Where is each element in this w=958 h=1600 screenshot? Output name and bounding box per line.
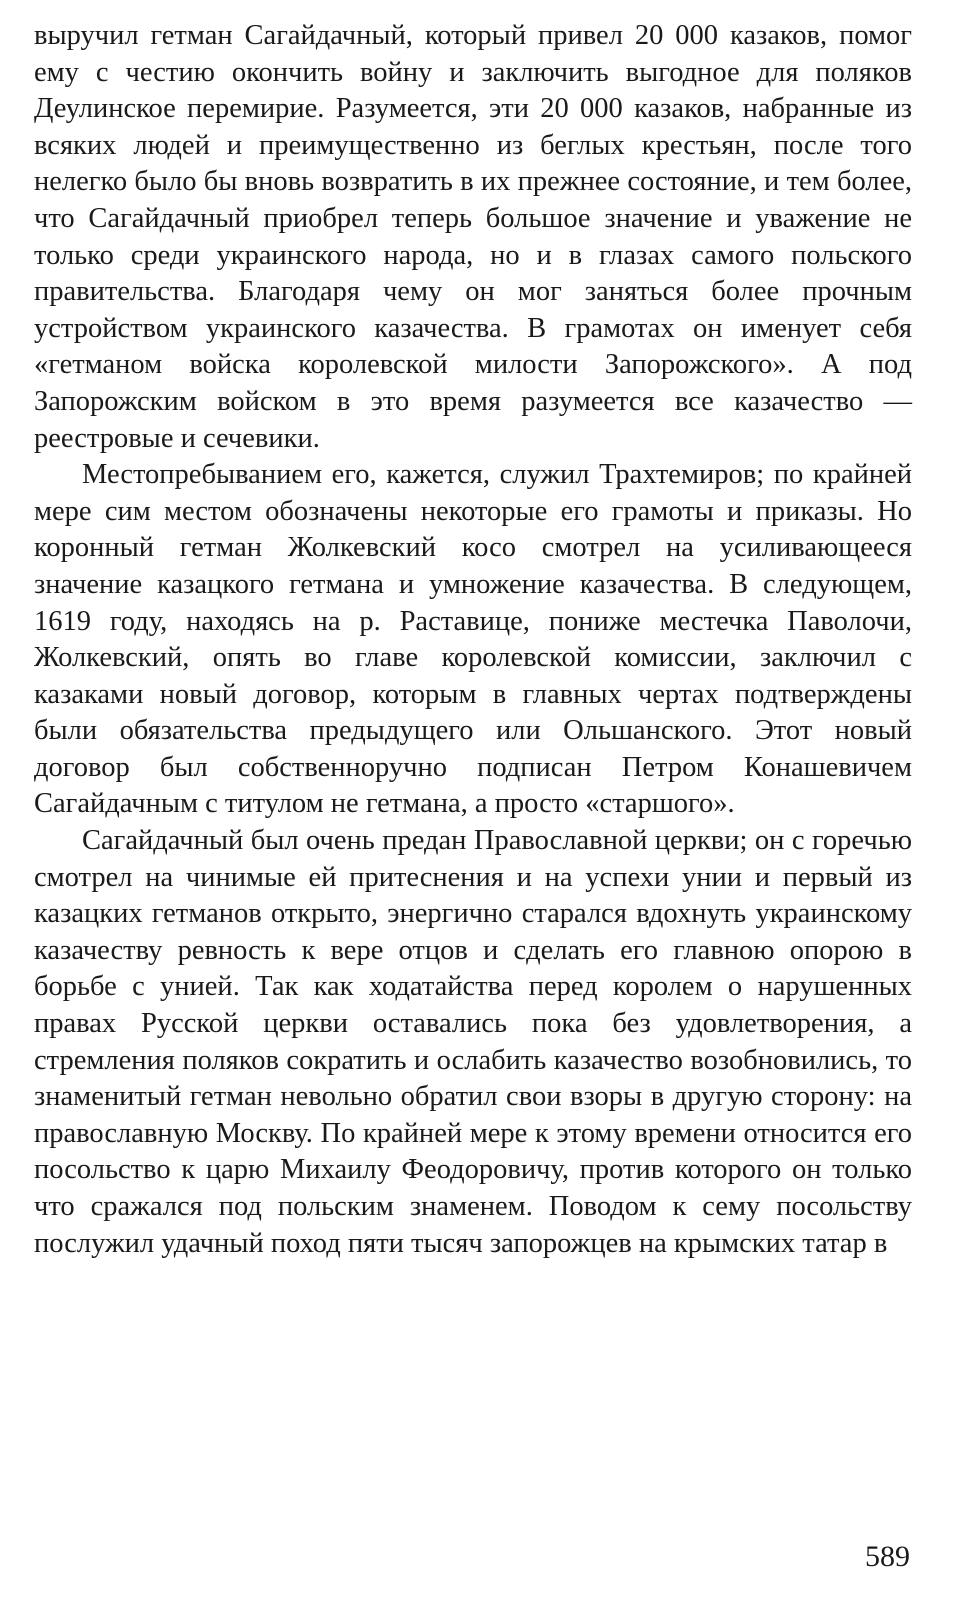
page-number: 589 <box>865 1540 910 1573</box>
body-text <box>34 18 912 1262</box>
paragraph-3: Сагайдачный был очень предан Православной церкви; он с горечью смотрел на чинимые ей притеснения и на успехи унии и первый из казацких гетманов открыто, энергично старался вдохнуть украинскому казачеству ревность к вере отцов и сделать его главною опорою в борьбе с унией. Так как ходатайства перед королем о нарушенных правах Русской церкви оставались пока без удовлетворения, а стремления поляков сократить и ослабить казачество возобновились, то знаменитый гетман невольно обратил свои взоры в другую сторону: на православную Москву. По крайней мере к этому времени относится его посольство к царю Михаилу Феодоровичу, против которого он только что сражался под польским знаменем. Поводом к сему посольству послужил удачный поход пяти тысяч запорожцев на крымских татар в <box>34 825 912 1259</box>
paragraph-1: выручил гетман Сагайдачный, который привел 20 000 казаков, помог ему с честию окончить войну и заключить выгодное для поляков Деулинское перемирие. Разумеется, эти 20 000 казаков, набранные из всяких людей и преимущественно из беглых крестьян, после того нелегко было бы вновь возвратить в их прежнее состояние, и тем более, что Сагайдачный приобрел теперь большое значение и уважение не только среди украинского народа, но и в глазах самого польского правительства. Благодаря чему он мог заняться более прочным устройством украинского казачества. В грамотах он именует себя «гетманом войска королевской милости Запорожского». А под Запорожским войском в это время разумеется все казачество — реестровые и сечевики. <box>34 20 912 454</box>
paragraph-2: Местопребыванием его, кажется, служил Трахтемиров; по крайней мере сим местом обозначены некоторые его грамоты и приказы. Но коронный гетман Жолкевский косо смотрел на усиливающееся значение казацкого гетмана и умножение казачества. В следующем, 1619 году, находясь на р. Раставице, пониже местечка Паволочи, Жолкевский, опять во главе королевской комиссии, заключил с казаками новый договор, которым в главных чертах подтверждены были обязательства предыдущего или Ольшанского. Этот новый договор был собственноручно подписан Петром Конашевичем Сагайдачным с титулом не гетмана, а просто «старшого». <box>34 459 912 820</box>
